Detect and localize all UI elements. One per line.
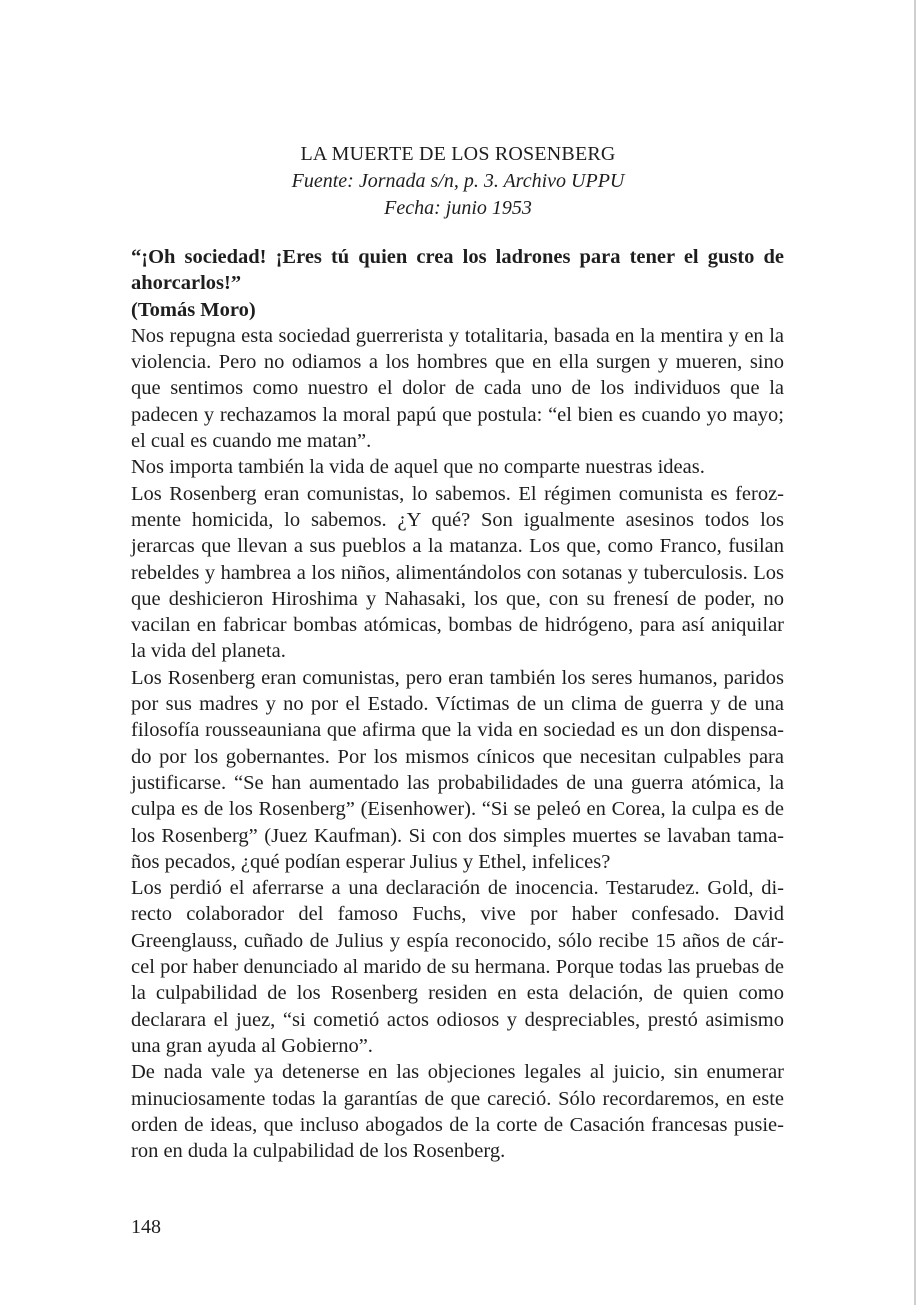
paragraph: Nos importa también la vida de aquel que no comparte nuestras ideas. [131,456,705,479]
paragraph: Los Rosenberg eran comunistas, lo sabemos. El régimen comunista es ferozmente homicida, lo sabemos. ¿Y qué? Son igualmente asesinos todos los jerarcas que llevan a sus pueblos a la matanza. Los que, como Franco, fusilan rebeldes y hambrea a los niños, alimentándolos con sotanas y tuberculosis. Los que deshicieron Hiroshima y Nahasaki, los que, con su frenesí de poder, no vacilan en fabricar bombas atómicas, bombas de hidrógeno, para así aniquilar la vida del planeta. [131,482,784,663]
document-title: LA MUERTE DE LOS ROSENBERG [300,143,616,165]
paragraph: Nos repugna esta sociedad guerrerista y totalitaria, basada en la mentira y en la violencia. Pero no odiamos a los hombres que en ella surgen y mueren, sino que sentimos como nuestro el dolor de cada uno de los individuos que la padecen y rechazamos la moral papú que postula: “el bien es cuando yo mayo; el cual es cuando me matan”. [131,324,784,453]
page-number: 148 [131,1216,161,1238]
document-date: Fecha: junio 1953 [384,197,532,219]
epigraph-quote: “¡Oh sociedad! ¡Eres tú quien crea los ladrones para tener el gusto de ahorcarlos!” [131,246,784,295]
paragraph: Los perdió el aferrarse a una declaración de inocencia. Testarudez. Gold, directo colaborador del famoso Fuchs, vive por haber confesado. David Greenglauss, cuñado de Julius y espía reconocido, sólo recibe 15 años de cárcel por haber denunciado al marido de su hermana. Porque todas las pruebas de la culpabilidad de los Rosenberg residen en esta delación, de quien como declarara el juez, “si cometió actos odiosos y despreciables, prestó asimismo una gran ayuda al Gobierno”. [131,877,784,1057]
document-header [0,141,916,222]
epigraph-author: (Tomás Moro) [131,298,256,321]
paragraph: Los Rosenberg eran comunistas, pero eran también los seres humanos, paridos por sus madres y no por el Estado. Víctimas de un clima de guerra y de una filosofía rousseauniana que afirma que la vida en sociedad es un don dispensado por los gobernantes. Por los mismos cínicos que necesitan culpables para justificarse. “Se han aumentado las probabilidades de una guerra atómica, la culpa es de los Rosenberg” (Eisenhower). “Si se peleó en Corea, la culpa es de los Rosenberg” (Juez Kaufman). Si con dos simples muertes se lavaban tamaños pecados, ¿qué podían esperar Julius y Ethel, infelices? [131,666,784,873]
document-body [131,244,784,1164]
paragraph: De nada vale ya detenerse en las objeciones legales al juicio, sin enumerar minuciosamente todas la garantías de que careció. Sólo recordaremos, en este orden de ideas, que incluso abogados de la corte de Casación francesas pusieron en duda la culpabilidad de los Rosenberg. [131,1061,784,1163]
document-source: Fuente: Jornada s/n, p. 3. Archivo UPPU [291,170,625,192]
